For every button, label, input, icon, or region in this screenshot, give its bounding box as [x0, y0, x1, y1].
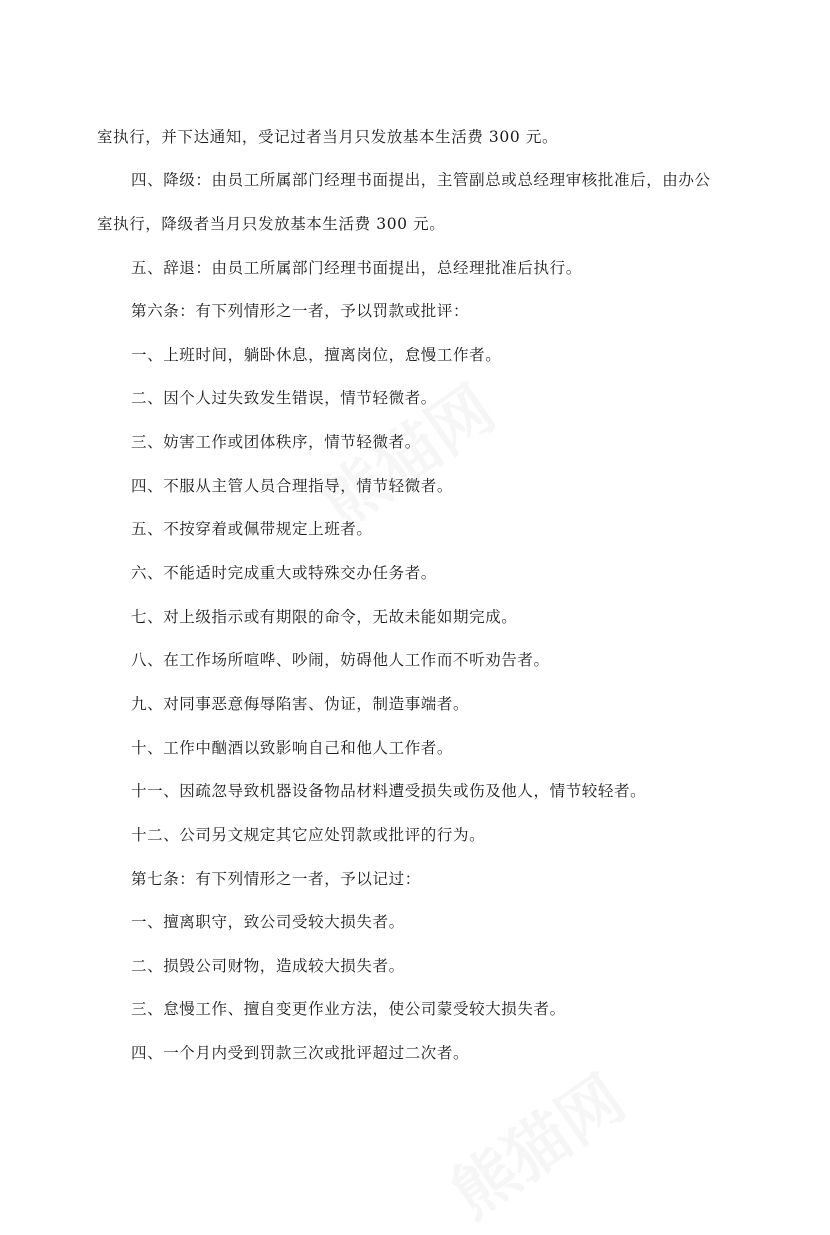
paragraph-line: 室执行，并下达通知，受记过者当月只发放基本生活费 300 元。: [97, 128, 559, 146]
paragraph-line: 五、辞退：由员工所属部门经理书面提出，总经理批准后执行。: [131, 259, 582, 277]
list-item: 十一、因疏忽导致机器设备物品材料遭受损失或伤及他人，情节较轻者。: [131, 782, 647, 800]
list-item: 二、因个人过失致发生错误，情节轻微者。: [131, 389, 437, 407]
list-item: 六、不能适时完成重大或特殊交办任务者。: [131, 564, 437, 582]
watermark: [430, 1050, 640, 1235]
list-item: 五、不按穿着或佩带规定上班者。: [131, 520, 373, 538]
list-item: 十、工作中酗酒以致影响自己和他人工作者。: [131, 739, 454, 757]
list-item: 一、上班时间，躺卧休息，擅离岗位，怠慢工作者。: [131, 346, 502, 364]
list-item: 九、对同事恶意侮辱陷害、伪证，制造事端者。: [131, 695, 470, 713]
list-item: 二、损毁公司财物，造成较大损失者。: [131, 957, 405, 975]
list-item: 三、怠慢工作、擅自变更作业方法，使公司蒙受较大损失者。: [131, 1000, 566, 1018]
list-item: 一、擅离职守，致公司受较大损失者。: [131, 913, 405, 931]
article-heading: 第六条：有下列情形之一者，予以罚款或批评：: [131, 302, 470, 320]
paragraph-line: 四、降级：由员工所属部门经理书面提出，主管副总或总经理审核批准后，由办公: [131, 171, 711, 189]
list-item: 四、不服从主管人员合理指导，情节轻微者。: [131, 477, 454, 495]
list-item: 三、妨害工作或团体秩序，情节轻微者。: [131, 433, 421, 451]
list-item: 八、在工作场所喧哗、吵闹，妨碍他人工作而不听劝告者。: [131, 651, 550, 669]
list-item: 四、一个月内受到罚款三次或批评超过二次者。: [131, 1044, 470, 1062]
list-item: 七、对上级指示或有期限的命令，无故未能如期完成。: [131, 608, 518, 626]
article-heading: 第七条：有下列情形之一者，予以记过：: [131, 870, 421, 888]
list-item: 十二、公司另文规定其它应处罚款或批评的行为。: [131, 826, 486, 844]
paragraph-line: 室执行，降级者当月只发放基本生活费 300 元。: [97, 215, 446, 233]
